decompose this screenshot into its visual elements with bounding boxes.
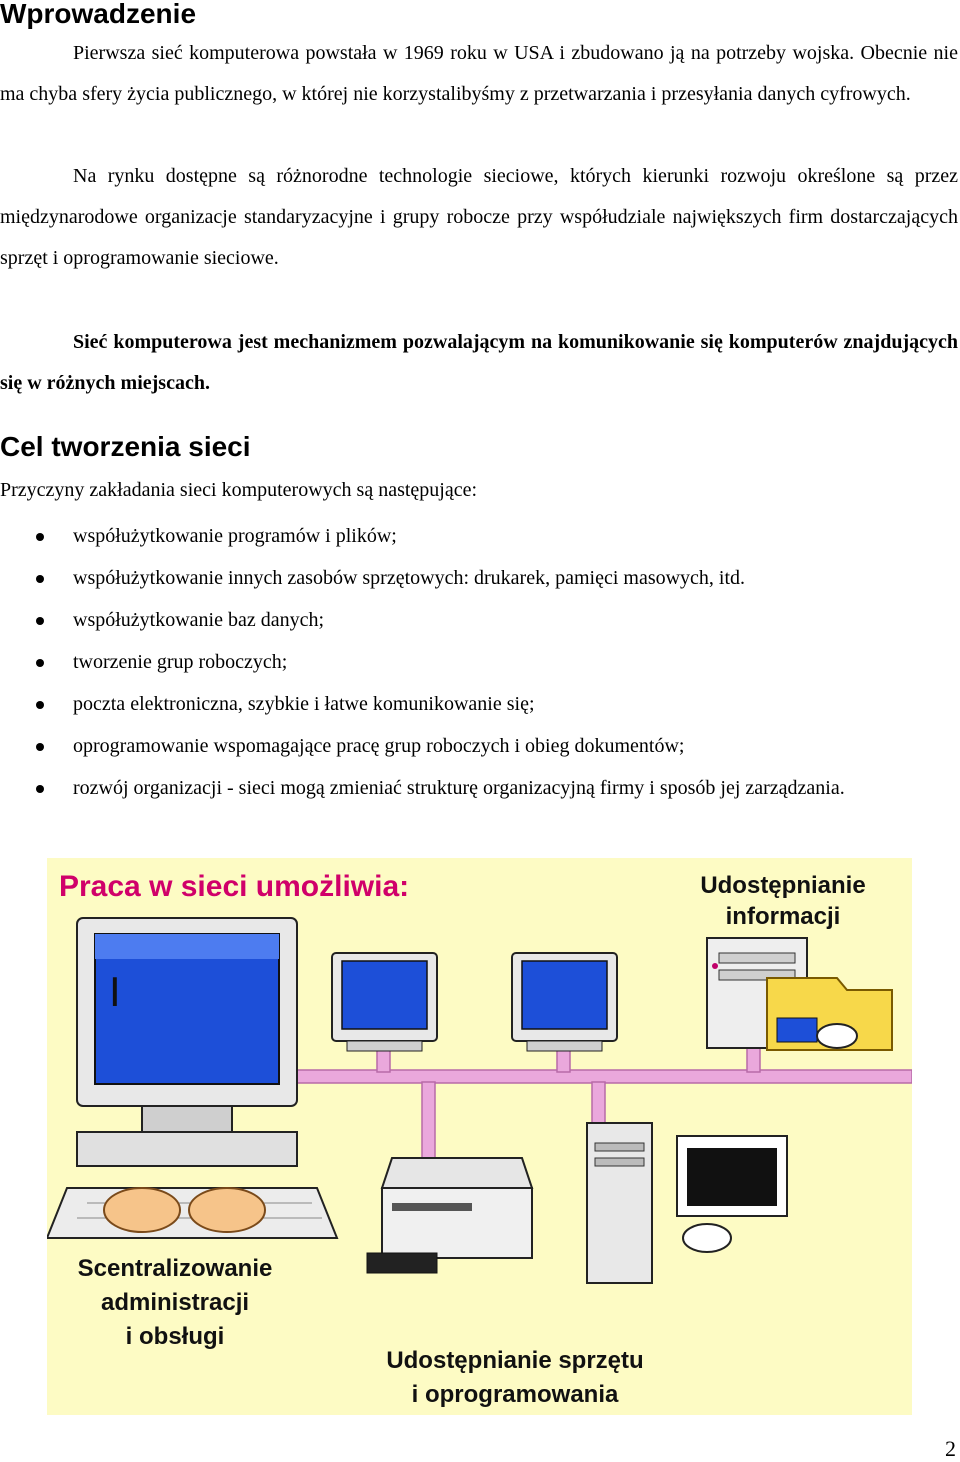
bullet-icon — [36, 743, 44, 751]
list-item: rozwój organizacji - sieci mogą zmieniać strukturę organizacyjną firmy i sposób jej zarządzania. — [0, 767, 940, 809]
workstation-computer-icon — [512, 953, 617, 1051]
network-diagram-svg — [47, 858, 912, 1415]
printer-icon — [367, 1158, 532, 1273]
cable-drop-info-server — [747, 1048, 760, 1072]
list-item: oprogramowanie wspomagające pracę grup roboczych i obieg dokumentów; — [0, 725, 940, 767]
paragraph-intro: Pierwsza sieć komputerowa powstała w 1969 roku w USA i zbudowano ją na potrzeby wojska. Obecnie nie ma chyba sfery życia publicznego, w której nie korzystalibyśmy z przetwarzania i przesyłania danych cyfrowych. — [0, 42, 958, 105]
bullet-icon — [36, 785, 44, 793]
reasons-list — [0, 515, 940, 809]
label-admin-line2: administracji — [100, 1289, 250, 1316]
label-admin-line3: i obsługi — [125, 1323, 225, 1350]
paragraph-technologies: Na rynku dostępne są różnorodne technologie sieciowe, których kierunki rozwoju określone są przez międzynarodowe organizacje standaryzacyjne i grupy robocze przy współudziale największych firm dostarczających sprzęt i oprogramowanie sieciowe. — [0, 165, 958, 269]
screen-cursor-text: I — [109, 968, 121, 1015]
list-item: poczta elektroniczna, szybkie i łatwe komunikowanie się; — [0, 683, 940, 725]
label-info-line2: informacji — [725, 903, 841, 930]
label-info-line1: Udostępnianie — [700, 872, 866, 899]
paragraph-reasons-intro: Przyczyny zakładania sieci komputerowych są następujące: — [0, 479, 478, 501]
list-item: współużytkowanie baz danych; — [0, 599, 940, 641]
list-item: współużytkowanie innych zasobów sprzętowych: drukarek, pamięci masowych, itd. — [0, 557, 940, 599]
bullet-icon — [36, 575, 44, 583]
bullet-icon — [36, 659, 44, 667]
bullet-icon — [36, 701, 44, 709]
heading-cel-tworzenia-sieci: Cel tworzenia sieci — [0, 431, 251, 462]
figure-title: Praca w sieci umożliwia: — [59, 870, 410, 903]
label-hardware-line2: i oprogramowania — [411, 1381, 619, 1408]
list-item: współużytkowanie programów i plików; — [0, 515, 940, 557]
list-item: tworzenie grup roboczych; — [0, 641, 940, 683]
label-hardware-line1: Udostępnianie sprzętu — [386, 1347, 644, 1374]
admin-computer-icon — [47, 918, 337, 1238]
label-admin-line1: Scentralizowanie — [77, 1255, 273, 1282]
cable-backbone — [197, 1070, 912, 1083]
network-illustration — [47, 858, 912, 1415]
paragraph-definition: Sieć komputerowa jest mechanizmem pozwalającym na komunikowanie się komputerów znajdujących się w różnych miejscach. — [0, 331, 958, 394]
heading-wprowadzenie: Wprowadzenie — [0, 0, 197, 29]
bullet-icon — [36, 617, 44, 625]
workstation-computer-icon — [332, 953, 437, 1051]
bullet-icon — [36, 533, 44, 541]
page-number: 2 — [945, 1436, 956, 1461]
